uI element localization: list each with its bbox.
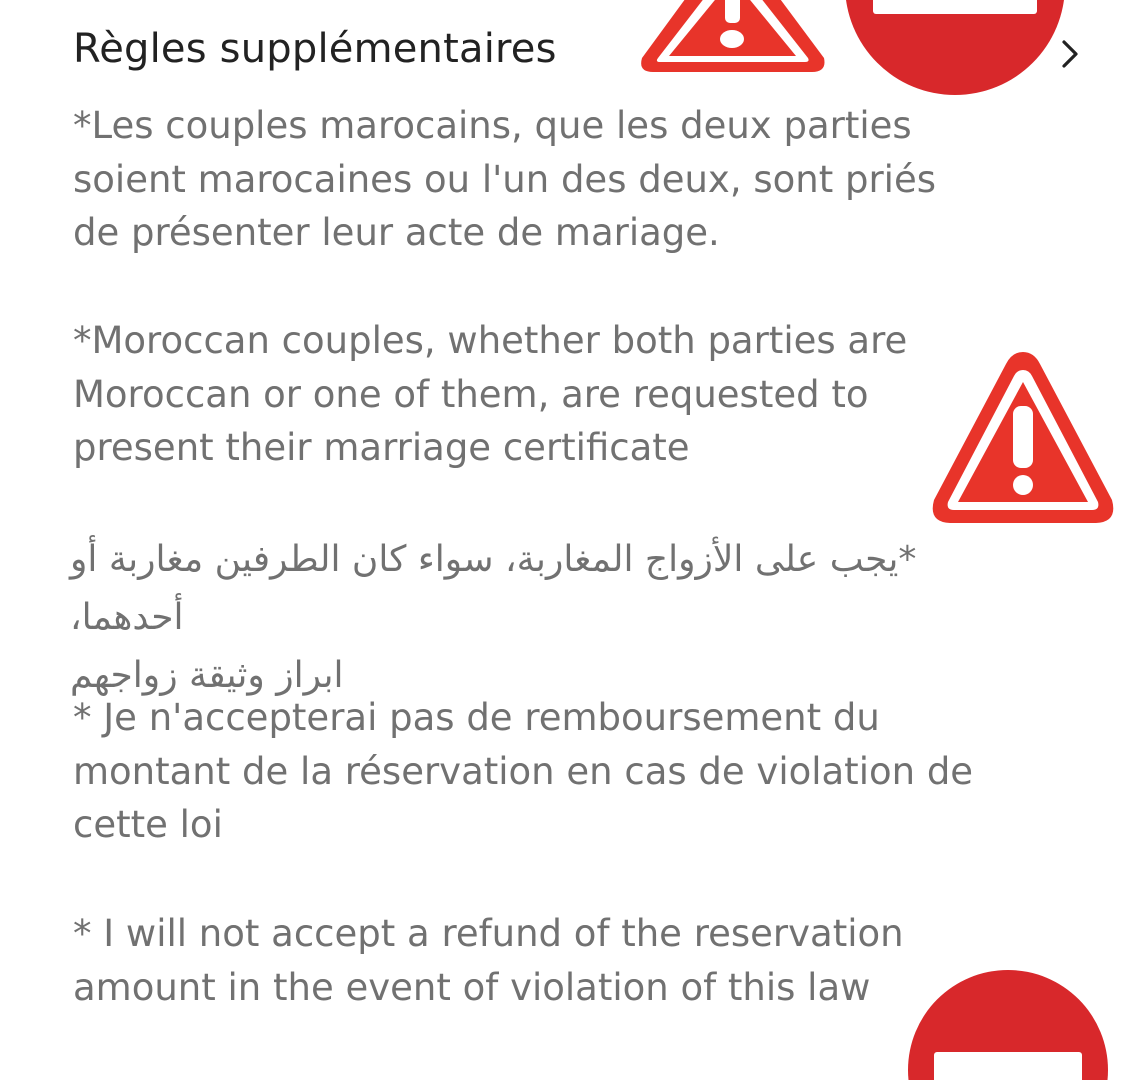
rule-line: ابراز وثيقة زواجهم	[70, 655, 344, 696]
section-title: Règles supplémentaires	[73, 26, 557, 72]
rule-refund-fr	[73, 691, 1033, 852]
rule-line: Moroccan or one of them, are requested to	[73, 372, 869, 416]
rule-line: * I will not accept a refund of the reservation	[73, 912, 904, 955]
no-entry-icon	[845, 0, 1065, 100]
rule-line: amount in the event of violation of this law	[73, 965, 871, 1009]
warning-triangle-icon	[918, 340, 1128, 535]
rule-couples-en	[73, 314, 1033, 475]
rule-line: de présenter leur acte de mariage.	[73, 211, 720, 254]
rule-refund-en	[73, 907, 1033, 1014]
rule-line: *Les couples marocains, que les deux parties	[73, 104, 912, 147]
rule-couples-ar	[70, 531, 970, 705]
rule-line: cette loi	[73, 803, 223, 846]
rule-line: * Je n'accepterai pas de remboursement du	[73, 696, 880, 739]
no-entry-icon	[900, 960, 1120, 1080]
rule-line: montant de la réservation en cas de violation de	[73, 749, 974, 793]
rule-line: *Moroccan couples, whether both parties are	[73, 319, 908, 362]
warning-triangle-icon	[630, 0, 835, 80]
rule-line: present their marriage certificate	[73, 426, 690, 469]
rule-line: *يجب على الأزواج المغاربة، سواء كان الطرفين مغاربة أو أحدهما،	[70, 539, 917, 638]
rule-line: soient marocaines ou l'un des deux, sont priés	[73, 157, 936, 201]
rule-couples-fr	[73, 99, 1033, 260]
